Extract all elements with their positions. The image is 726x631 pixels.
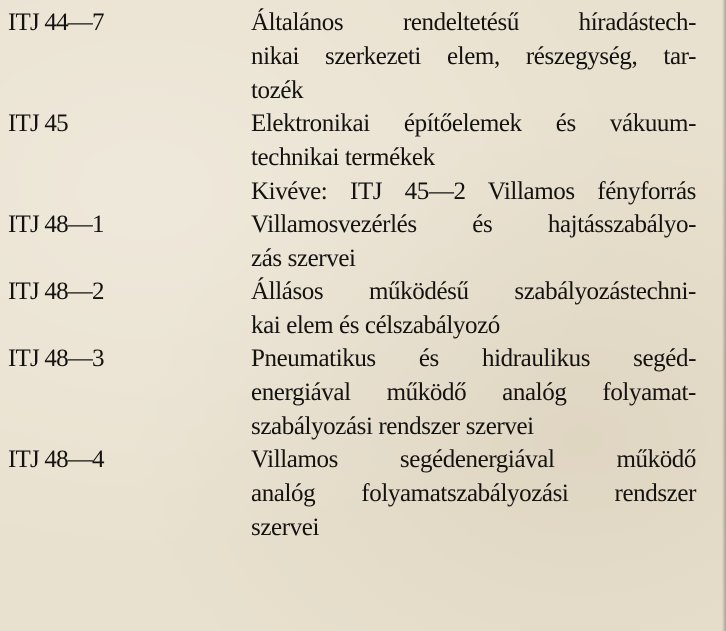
description-line: Villamos segédenergiával működő [251,446,696,473]
description-line: nikai szerkezeti elem, részegység, tar- [251,43,696,70]
description-line: Állásos működésű szabályozástechni- [251,278,696,305]
entry-description [251,6,696,108]
description-line: kai elem és célszabályozó [251,312,500,339]
description-line: technikai termékek [251,144,435,171]
page-edge-shadow [722,0,726,631]
entry-description [251,443,696,545]
entry-code: ITJ 48—3 [8,345,104,372]
description-line: Kivéve: ITJ 45—2 Villamos fényforrás [251,178,696,205]
entry-description [251,275,696,343]
description-line: Villamosvezérlés és hajtásszabályo- [251,211,696,238]
description-line: szervei [251,514,319,541]
entry-code: ITJ 48—1 [8,211,104,238]
description-line: Elektronikai építőelemek és vákuum- [251,110,696,137]
description-line: Pneumatikus és hidraulikus segéd- [251,345,696,372]
description-line: Általános rendeltetésű híradástech- [251,9,696,36]
entry-code: ITJ 48—4 [8,446,104,473]
description-line: szabályozási rendszer szervei [251,413,534,440]
entry-description [251,342,696,444]
description-line: tozék [251,77,304,104]
entry-description [251,208,696,276]
entry-description [251,107,696,209]
description-line: energiával működő analóg folyamat- [251,379,696,406]
description-line: zás szervei [251,245,356,272]
entry-code: ITJ 45 [8,110,68,137]
entry-code: ITJ 44—7 [8,9,104,36]
entry-code: ITJ 48—2 [8,278,104,305]
description-line: analóg folyamatszabályozási rendszer [251,480,696,507]
